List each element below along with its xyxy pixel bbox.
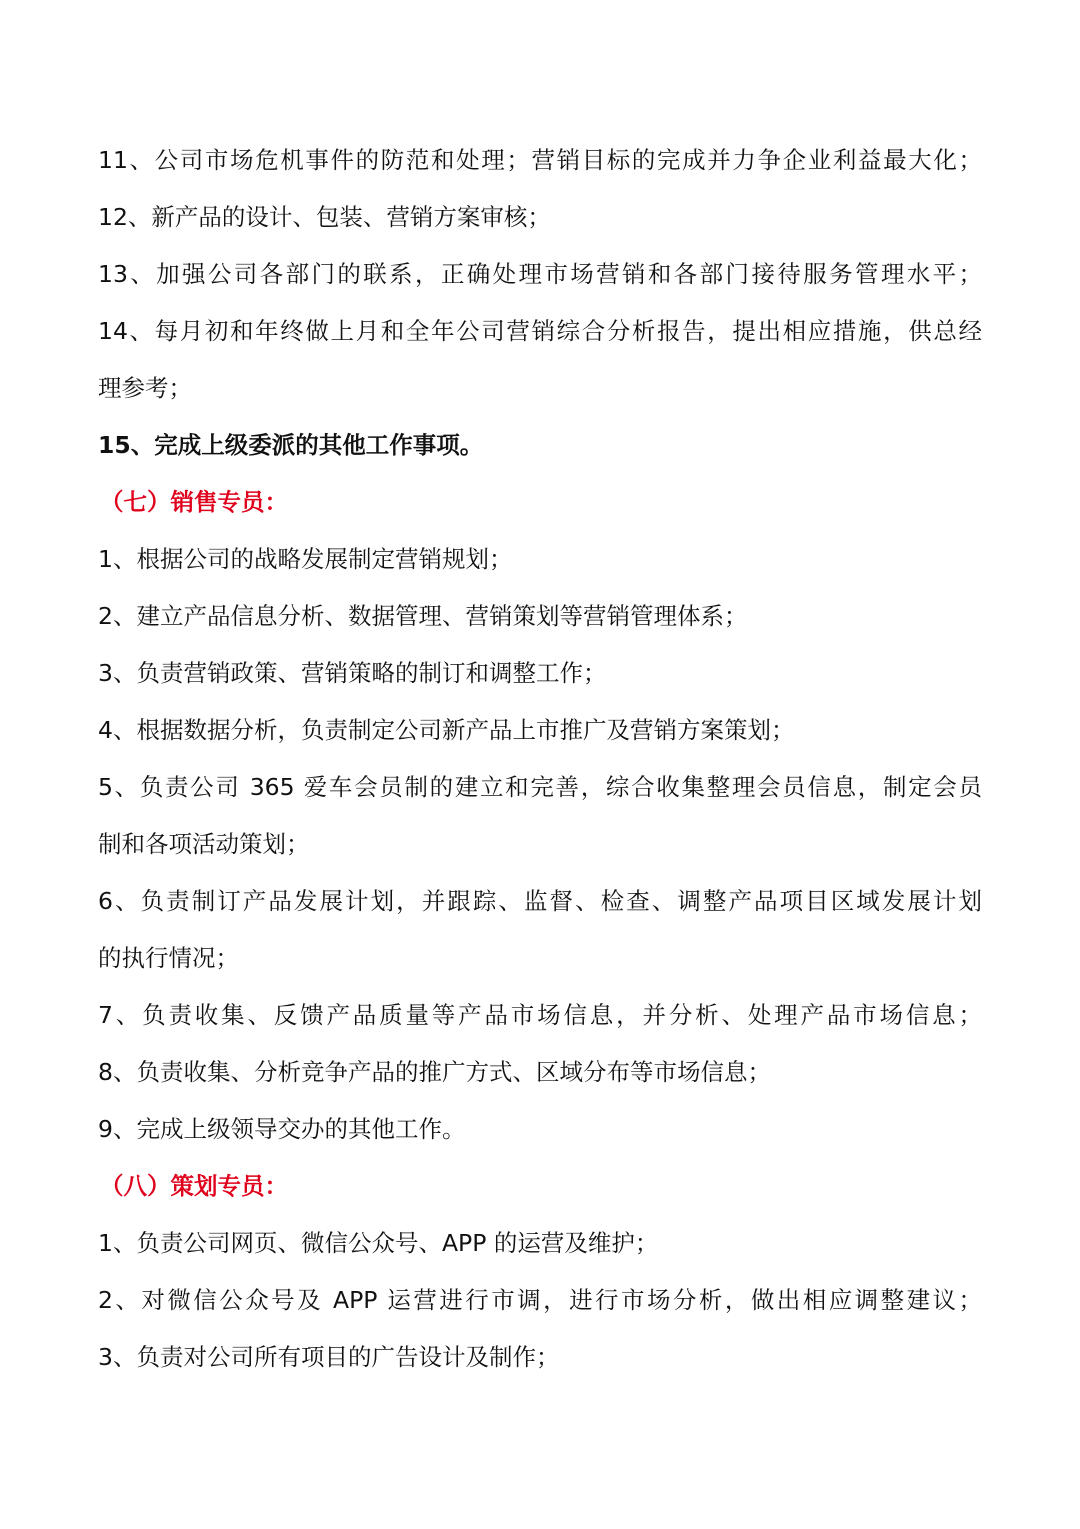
sales-duty-3: 3、负责营销政策、营销策略的制订和调整工作； [98,659,607,687]
sales-duty-5-continued: 制和各项活动策划； [98,830,310,858]
sales-duty-8: 8、负责收集、分析竞争产品的推广方式、区域分布等市场信息； [98,1058,771,1086]
duty-item-14-continued: 理参考； [98,374,192,402]
sales-duty-5: 5、负责公司 365 爱车会员制的建立和完善，综合收集整理会员信息，制定会员 [98,773,982,801]
sales-duty-6-continued: 的执行情况； [98,944,239,972]
planning-duty-3: 3、负责对公司所有项目的广告设计及制作； [98,1343,560,1371]
duty-item-15: 15、完成上级委派的其他工作事项。 [98,431,484,459]
planning-duty-1: 1、负责公司网页、微信公众号、APP 的运营及维护； [98,1229,659,1257]
section-heading-planning-specialist: （八）策划专员： [100,1172,288,1200]
sales-duty-9: 9、完成上级领导交办的其他工作。 [98,1115,466,1143]
duty-item-11: 11、公司市场危机事件的防范和处理；营销目标的完成并力争企业利益最大化； [98,146,982,174]
sales-duty-4: 4、根据数据分析，负责制定公司新产品上市推广及营销方案策划； [98,716,795,744]
document-body [98,132,982,1386]
sales-duty-1: 1、根据公司的战略发展制定营销规划； [98,545,513,573]
sales-duty-7: 7、负责收集、反馈产品质量等产品市场信息，并分析、处理产品市场信息； [98,1001,982,1029]
sales-duty-2: 2、建立产品信息分析、数据管理、营销策划等营销管理体系； [98,602,748,630]
planning-duty-2: 2、对微信公众号及 APP 运营进行市调，进行市场分析，做出相应调整建议； [98,1286,982,1314]
duty-item-14: 14、每月初和年终做上月和全年公司营销综合分析报告，提出相应措施，供总经 [98,317,982,345]
section-heading-sales-specialist: （七）销售专员： [100,488,288,516]
sales-duty-6: 6、负责制订产品发展计划，并跟踪、监督、检查、调整产品项目区域发展计划 [98,887,982,915]
duty-item-13: 13、加强公司各部门的联系，正确处理市场营销和各部门接待服务管理水平； [98,260,982,288]
duty-item-12: 12、新产品的设计、包装、营销方案审核； [98,203,551,231]
